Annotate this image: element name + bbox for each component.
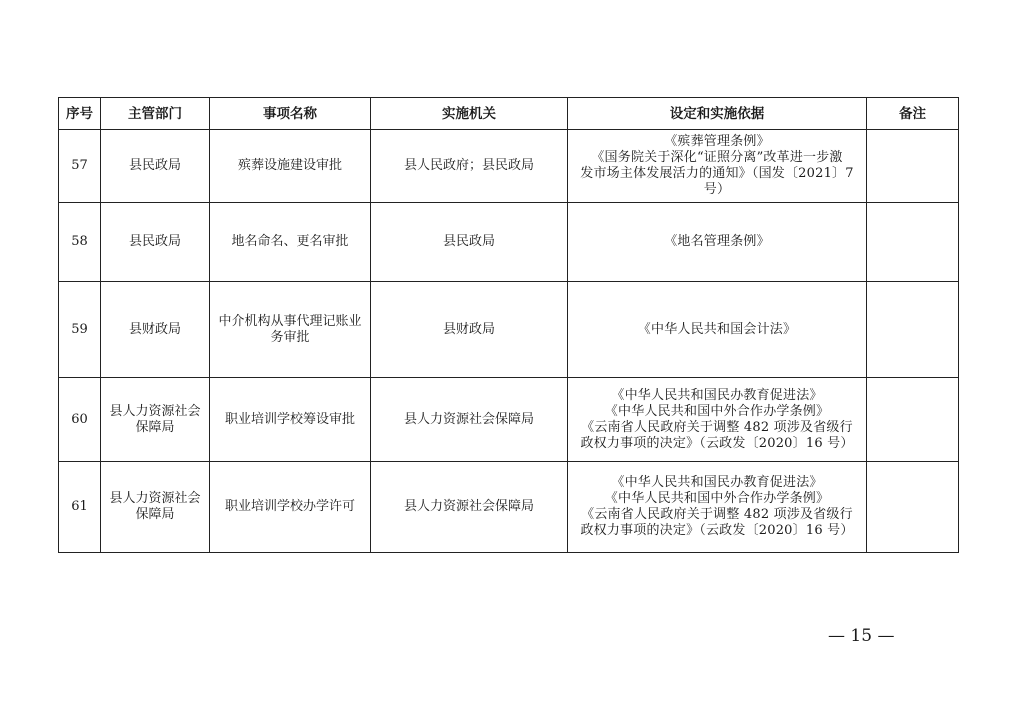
basis-line: 《云南省人民政府关于调整 482 项涉及省级行 — [581, 507, 853, 522]
basis-line: 《地名管理条例》 — [664, 234, 770, 249]
cell-item-name: 地名命名、更名审批 — [210, 203, 371, 282]
cell-agency: 县财政局 — [371, 282, 568, 378]
table-header-row — [59, 98, 959, 130]
cell-basis — [568, 282, 867, 378]
cell-basis — [568, 462, 867, 553]
table-row — [59, 203, 959, 282]
header-notes: 备注 — [867, 98, 959, 130]
cell-department: 县人力资源社会保障局 — [101, 462, 210, 553]
approval-items-table — [58, 97, 959, 553]
basis-line: 《国务院关于深化“证照分离”改革进一步激 — [591, 150, 843, 165]
table-row — [59, 130, 959, 203]
header-item-name: 事项名称 — [210, 98, 371, 130]
cell-notes — [867, 203, 959, 282]
cell-notes — [867, 462, 959, 553]
cell-basis — [568, 378, 867, 462]
cell-agency: 县人力资源社会保障局 — [371, 378, 568, 462]
basis-line: 《中华人民共和国会计法》 — [637, 321, 797, 337]
header-serial: 序号 — [59, 98, 101, 130]
cell-item-name: 殡葬设施建设审批 — [210, 130, 371, 203]
basis-line: 发市场主体发展活力的通知》（国发〔2021〕7 — [580, 166, 854, 181]
basis-line: 政权力事项的决定》（云政发〔2020〕16 号） — [580, 523, 854, 538]
table-row — [59, 462, 959, 553]
table-row — [59, 378, 959, 462]
cell-item-name: 中介机构从事代理记账业务审批 — [210, 282, 371, 378]
cell-agency: 县民政局 — [371, 203, 568, 282]
cell-agency: 县人民政府；县民政局 — [371, 130, 568, 203]
basis-line: 《中华人民共和国民办教育促进法》 — [611, 475, 823, 490]
header-department: 主管部门 — [101, 98, 210, 130]
cell-serial: 58 — [59, 203, 101, 282]
basis-line: 号） — [703, 182, 731, 197]
basis-line: 《中华人民共和国中外合作办学条例》 — [604, 403, 830, 419]
cell-basis — [568, 130, 867, 203]
cell-serial: 57 — [59, 130, 101, 203]
cell-department: 县民政局 — [101, 203, 210, 282]
basis-line: 政权力事项的决定》（云政发〔2020〕16 号） — [580, 435, 854, 451]
basis-line: 《中华人民共和国民办教育促进法》 — [611, 387, 823, 403]
table-row — [59, 282, 959, 378]
cell-agency: 县人力资源社会保障局 — [371, 462, 568, 553]
cell-serial: 59 — [59, 282, 101, 378]
page-number: — 15 — — [828, 626, 895, 646]
cell-department: 县财政局 — [101, 282, 210, 378]
basis-line: 《中华人民共和国中外合作办学条例》 — [604, 491, 830, 506]
cell-serial: 61 — [59, 462, 101, 553]
cell-item-name: 职业培训学校筹设审批 — [210, 378, 371, 462]
cell-department: 县民政局 — [101, 130, 210, 203]
cell-item-name: 职业培训学校办学许可 — [210, 462, 371, 553]
header-agency: 实施机关 — [371, 98, 568, 130]
cell-notes — [867, 378, 959, 462]
cell-basis — [568, 203, 867, 282]
basis-line: 《云南省人民政府关于调整 482 项涉及省级行 — [581, 419, 853, 435]
header-basis: 设定和实施依据 — [568, 98, 867, 130]
cell-department: 县人力资源社会保障局 — [101, 378, 210, 462]
cell-notes — [867, 130, 959, 203]
cell-notes — [867, 282, 959, 378]
basis-line: 《殡葬管理条例》 — [664, 134, 770, 149]
cell-serial: 60 — [59, 378, 101, 462]
